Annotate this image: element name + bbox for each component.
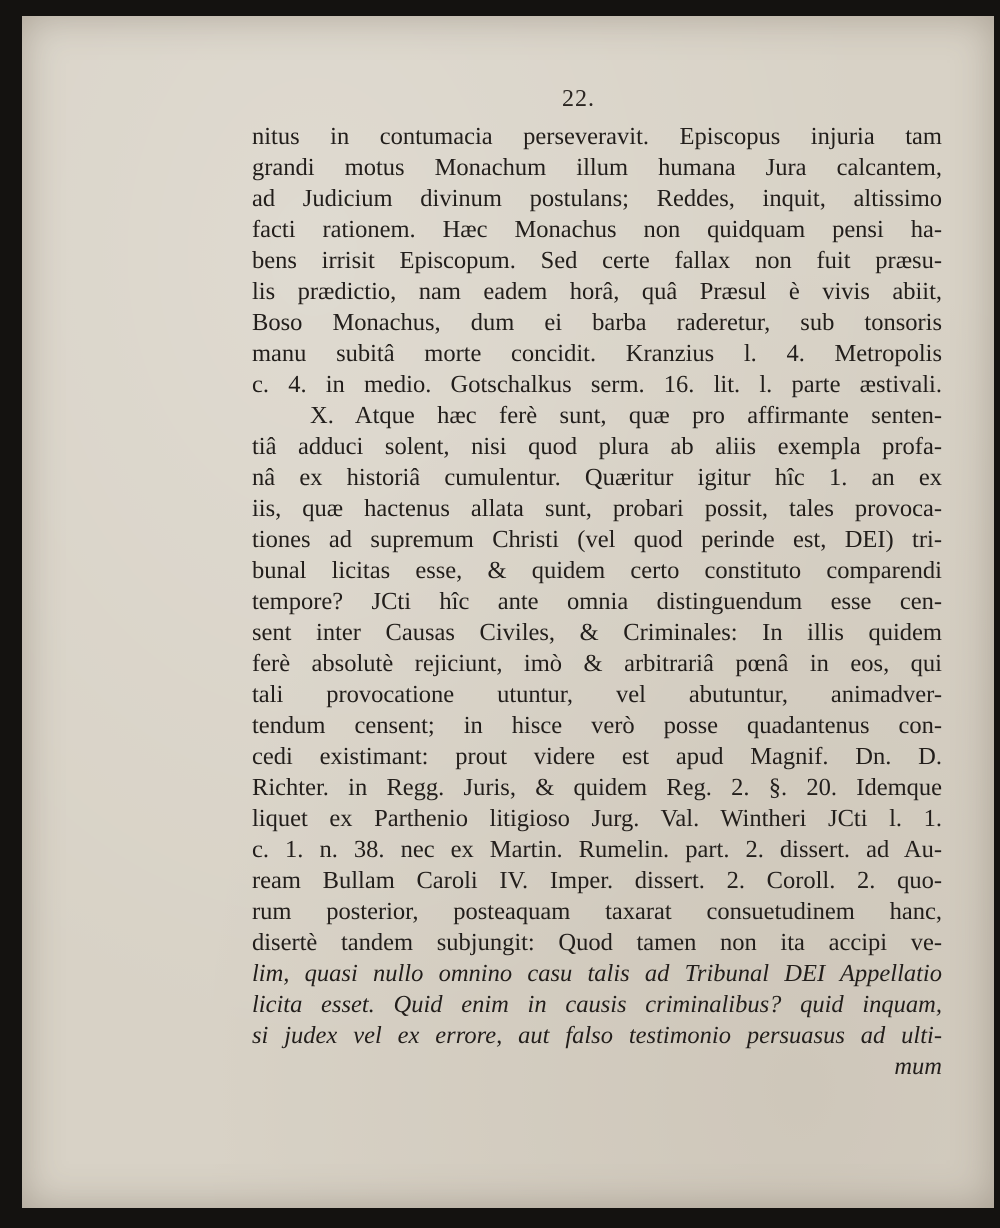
quote-line: licita esset. Quid enim in causis criminalibus? quid inquam, [252,991,942,1018]
text-line: facti rationem. Hæc Monachus non quidquam pensi ha- [252,216,942,243]
text-line: Richter. in Regg. Juris, & quidem Reg. 2. §. 20. Idemque [252,774,942,801]
text-line: tendum censent; in hisce verò posse quadantenus con- [252,712,942,739]
text-line: tempore? JCti hîc ante omnia distinguendum esse cen- [252,588,942,615]
text-line: rum posterior, posteaquam taxarat consuetudinem hanc, [252,898,942,925]
text-line: ad Judicium divinum postulans; Reddes, inquit, altissimo [252,185,942,212]
text-line: disertè tandem subjungit: Quod tamen non ita accipi ve- [252,929,942,956]
text-line: nâ ex historiâ cumulentur. Quæritur igitur hîc 1. an ex [252,464,942,491]
text-line: iis, quæ hactenus allata sunt, probari possit, tales provoca- [252,495,942,522]
text-line: grandi motus Monachum illum humana Jura calcantem, [252,154,942,181]
text-line: c. 4. in medio. Gotschalkus serm. 16. lit. l. parte æstivali. [252,371,942,398]
text-line: liquet ex Parthenio litigioso Jurg. Val. Wintheri JCti l. 1. [252,805,942,832]
section-start-line: X. Atque hæc ferè sunt, quæ pro affirmante senten- [310,402,942,429]
body-text [252,121,942,1082]
text-line: bens irrisit Episcopum. Sed certe fallax non fuit præsu- [252,247,942,274]
text-line: c. 1. n. 38. nec ex Martin. Rumelin. part. 2. dissert. ad Au- [252,836,942,863]
text-line: sent inter Causas Civiles, & Criminales: In illis quidem [252,619,942,646]
text-line: Boso Monachus, dum ei barba raderetur, sub tonsoris [252,309,942,336]
text-line: ream Bullam Caroli IV. Imper. dissert. 2. Coroll. 2. quo- [252,867,942,894]
text-line: tiâ adduci solent, nisi quod plura ab aliis exempla profa- [252,433,942,460]
quote-line: lim, quasi nullo omnino casu talis ad Tribunal DEI Appellatio [252,960,942,987]
quote-line: si judex vel ex errore, aut falso testimonio persuasus ad ulti- [252,1022,942,1049]
text-line: tiones ad supremum Christi (vel quod perinde est, DEI) tri- [252,526,942,553]
text-line: lis prædictio, nam eadem horâ, quâ Præsul è vivis abiit, [252,278,942,305]
catchword: mum [894,1053,942,1080]
text-line: ferè absolutè rejiciunt, imò & arbitrariâ pœnâ in eos, qui [252,650,942,677]
text-line: tali provocatione utuntur, vel abutuntur, animadver- [252,681,942,708]
text-line: nitus in contumacia perseveravit. Episcopus injuria tam [252,123,942,150]
page-number: 22. [562,86,595,112]
text-line: manu subitâ morte concidit. Kranzius l. 4. Metropolis [252,340,942,367]
text-line: cedi existimant: prout videre est apud Magnif. Dn. D. [252,743,942,770]
text-line: bunal licitas esse, & quidem certo constituto comparendi [252,557,942,584]
book-page [22,16,994,1208]
